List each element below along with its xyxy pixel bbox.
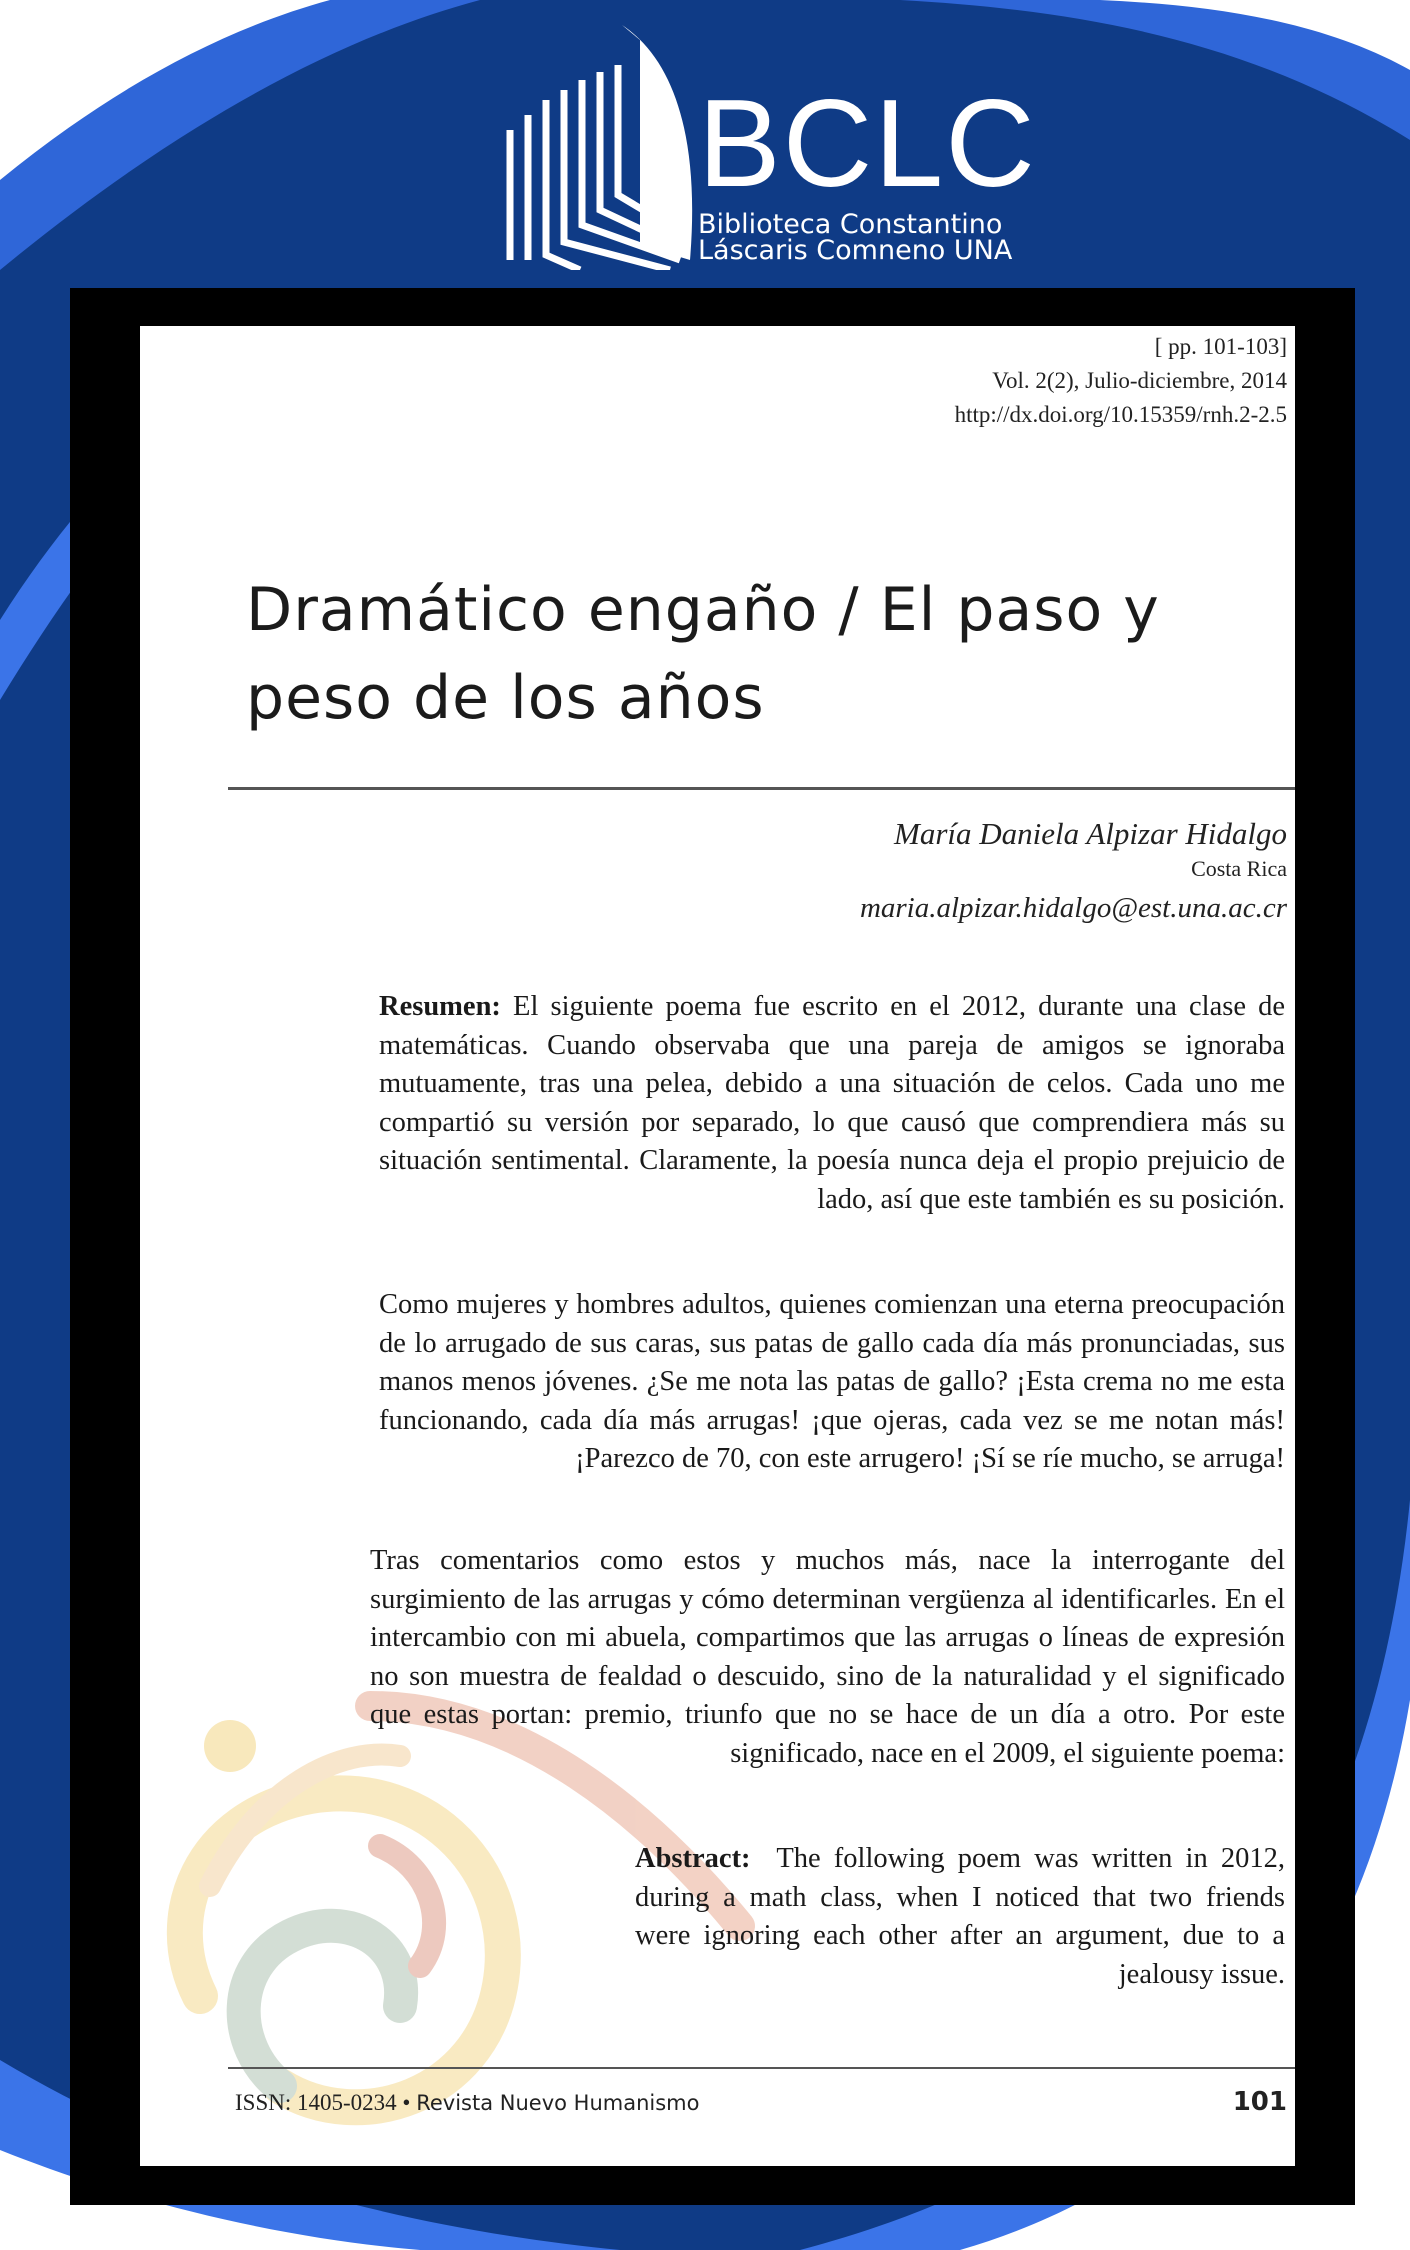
abstract-paragraph [635, 1840, 1285, 1994]
body-paragraph-2 [379, 1286, 1285, 1479]
logo-subtitle-line1: Biblioteca Constantino [698, 209, 1003, 240]
volume-info: Vol. 2(2), Julio-diciembre, 2014 [992, 368, 1287, 393]
abstract-text: The following poem was written in 2012, during a math class, when I noticed that two friends were ignoring each other after an argument, due to a jealousy issue. [635, 1843, 1285, 1990]
article-title [246, 566, 1246, 742]
footer-citation [235, 2088, 699, 2118]
author-email[interactable]: maria.alpizar.hidalgo@est.una.ac.cr [859, 892, 1287, 924]
body-paragraph-3 [370, 1542, 1285, 1773]
page-number: 101 [1232, 2087, 1287, 2117]
footer-divider [228, 2067, 1295, 2069]
paragraph-3-text: Tras comentarios como estos y muchos más, nace la interrogante del surgimiento de las arrugas y cómo determinan vergüenza al identificarles. En el intercambio con mi abuela, compartimos que las arrugas o líneas de expresión no son muestra de fealdad o descuido, sino de la naturalidad y el significado que estas portan: premio, triunfo que no se hace de un día a otro. Por este significado, nace en el 2009, el siguiente poema: [370, 1545, 1285, 1769]
resumen-label: Resumen: [379, 991, 501, 1022]
doi-link[interactable]: http://dx.doi.org/10.15359/rnh.2-2.5 [954, 402, 1287, 427]
logo-subtitle-line2: Láscaris Comneno UNA [698, 235, 1013, 266]
resumen-paragraph [379, 988, 1285, 1219]
paragraph-2-text: Como mujeres y hombres adultos, quienes comienzan una eterna preocupación de lo arrugado de sus caras, sus patas de gallo cada día más pronunciadas, sus manos menos jóvenes. ¿Se me nota las patas de gallo? ¡Esta crema no me esta funcionando, cada día más arrugas! ¡que ojeras, cada vez se me notan más! ¡Parezco de 70, con este arrugero! ¡Sí se ríe mucho, se arruga! [379, 1289, 1285, 1474]
page-range: [ pp. 101-103] [1154, 334, 1287, 359]
title-line-1: Dramático engaño / El paso y [246, 575, 1160, 645]
resumen-text: El siguiente poema fue escrito en el 2012, durante una clase de matemáticas. Cuando observaba que una pareja de amigos se ignoraba mutuamente, tras una pelea, debido a una situación de celos. Cada uno me compartió su versión por separado, lo que causó que comprendiera más su situación sentimental. Claramente, la poesía nunca deja el propio prejuicio de lado, así que este también es su posición. [379, 991, 1285, 1215]
title-line-2: peso de los años [246, 663, 765, 733]
author-name: María Daniela Alpizar Hidalgo [894, 816, 1287, 851]
abstract-label: Abstract: [635, 1843, 751, 1874]
logo-wordmark: BCLC [698, 75, 1037, 213]
footer-journal-name: Revista Nuevo Humanismo [416, 2091, 700, 2115]
document-page [140, 326, 1295, 2166]
footer-issn: ISSN: 1405-0234 • [235, 2090, 411, 2115]
title-divider [228, 787, 1295, 790]
author-country: Costa Rica [1191, 856, 1287, 881]
